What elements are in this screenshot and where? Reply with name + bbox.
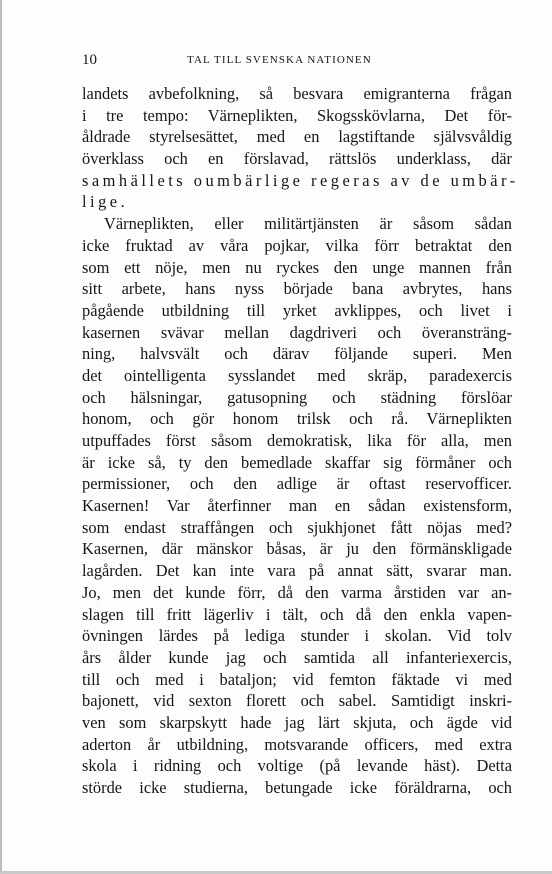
page-number: 10 — [82, 52, 97, 68]
text-line: det ointelligenta sysslandet med skräp, paradexercis — [82, 365, 512, 385]
text-line: övningen lärdes på lediga stunder i skolan. Vid tolv — [82, 626, 512, 646]
running-title: TAL TILL SVENSKA NATIONEN — [187, 54, 372, 66]
text-line: överklass och en förslavad, rättslös underklass, där — [82, 149, 512, 169]
text-line: som endast straffången och sjukhjonet fått nöjas med? — [82, 517, 512, 537]
text-line: slagen till fritt lägerliv i tält, och då den enkla vapen- — [82, 604, 512, 624]
text-line: honom, och gör honom trilsk och rå. Värneplikten — [82, 409, 512, 429]
body-text — [82, 83, 519, 799]
text-line: Kasernen! Var återfinner man en sådan existensform, — [82, 496, 512, 516]
text-line: sitt arbete, hans nyss började bana avbrytes, hans — [82, 279, 512, 299]
text-line: störde icke studierna, betungade icke föräldrarna, och — [82, 778, 512, 797]
text-line: ning, halvsvält och därav följande superi. Men — [82, 344, 512, 364]
text-line: samhällets oumbärlige regeras av de umbär- — [82, 170, 519, 190]
text-line: bajonett, vid sexton florett och sabel. Samtidigt inskri- — [82, 691, 512, 711]
text-line: landets avbefolkning, så besvara emigranterna frågan — [82, 84, 512, 103]
text-line: icke fruktad av våra pojkar, vilka förr betraktat den — [82, 235, 512, 255]
page-edge-shadow — [0, 0, 2, 874]
paragraph-start-line: Värneplikten, eller militärtjänsten är såsom sådan — [104, 214, 512, 234]
text-line: ven som skarpskytt hade jag lärt skjuta, och ägde vid — [82, 712, 512, 732]
text-line: är icke så, ty den bemedlade skaffar sig förmåner och — [82, 452, 512, 472]
text-line: och hälsningar, gatusopning och städning förslöar — [82, 387, 512, 407]
text-line: som ett nöje, men nu ryckes den unge mannen från — [82, 257, 512, 277]
text-line: Kasernen, där mänskor båsas, är ju den förmänskligade — [82, 539, 512, 559]
text-line: i tre tempo: Värneplikten, Skogsskövlarna, Det för- — [82, 105, 512, 125]
text-line: Jo, men det kunde förr, då den varma årstiden var an- — [82, 582, 512, 602]
text-line: till och med i bataljon; vid femton fäktade vi med — [82, 669, 512, 689]
text-line: lagården. Det kan inte vara på annat sätt, svarar man. — [82, 561, 512, 581]
text-line: aderton år utbildning, motsvarande officers, med extra — [82, 734, 512, 754]
text-line: åldrade styrelsesättet, med en lagstiftande självsvåldig — [82, 127, 512, 147]
text-line: kasernen svävar mellan dagdriveri och överansträng- — [82, 322, 512, 342]
text-line: permissioner, och den adlige är oftast reservofficer. — [82, 474, 512, 494]
page-header — [82, 52, 512, 70]
text-line: lige. — [82, 192, 129, 212]
text-line: års ålder kunde jag och samtida all infanteriexercis, — [82, 647, 512, 667]
text-line: utpuffades först såsom demokratisk, lika för alla, men — [82, 431, 512, 450]
text-line: skola i ridning och voltige (på levande häst). Detta — [82, 756, 512, 776]
text-line: pågående utbildning till yrket avklippes, och livet i — [82, 300, 512, 320]
